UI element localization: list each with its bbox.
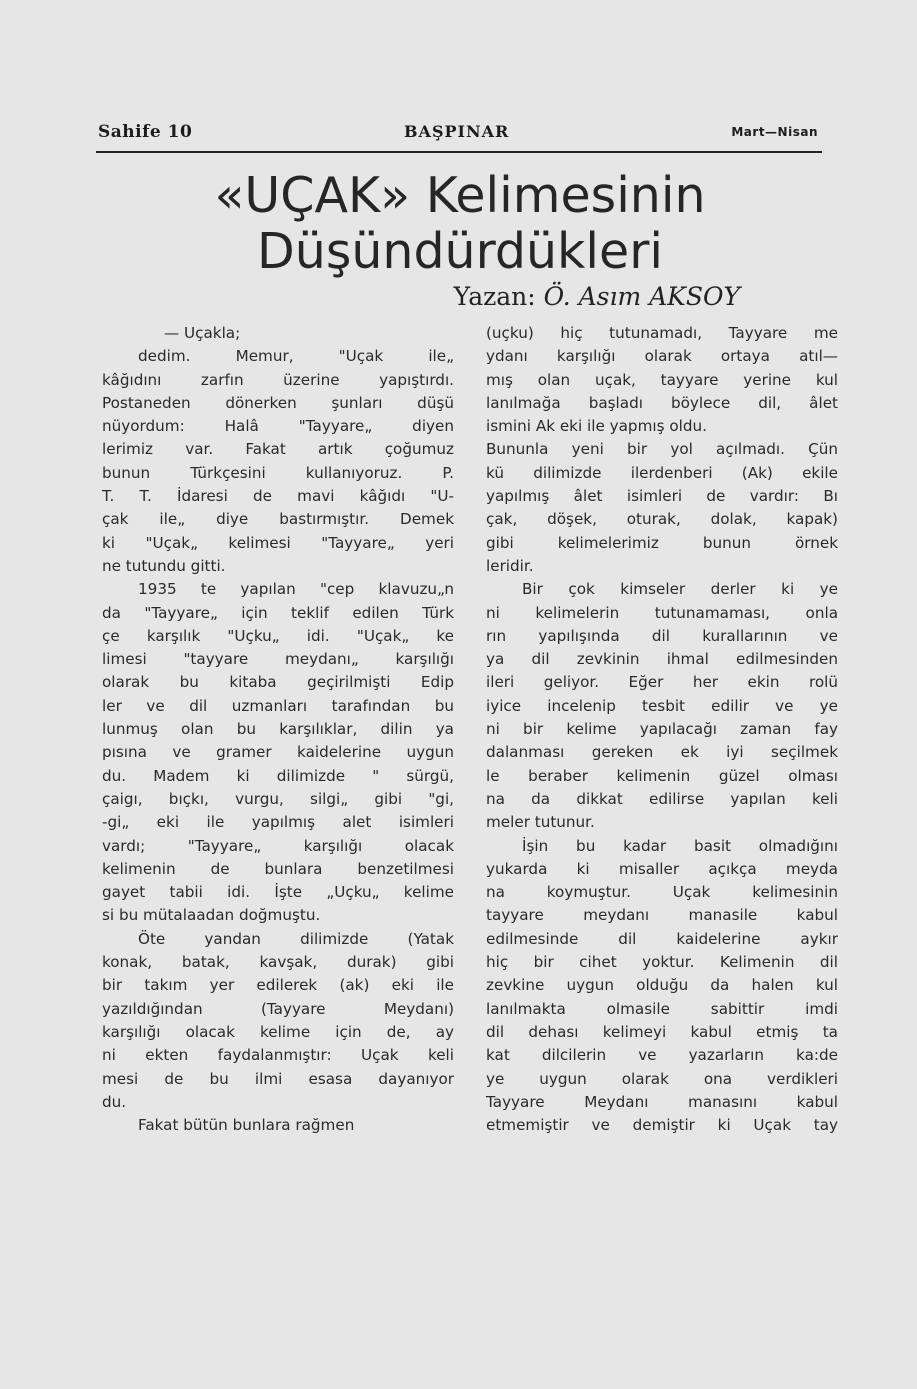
text-line: iyice incelenip tesbit edilir ve ye [486, 696, 838, 715]
text-line: mış olan uçak, tayyare yerine kul [486, 370, 838, 389]
text-line: edilmesinde dil kaidelerine aykır [486, 929, 838, 948]
text-line: dil dehası kelimeyi kabul etmiş ta [486, 1022, 838, 1041]
text-line: zevkine uygun olduğu da halen kul [486, 976, 838, 995]
text-line: du. Madem ki dilimizde " sürgü, [102, 766, 454, 785]
text-line: kelimenin de bunlara benzetilmesi [102, 859, 454, 878]
text-line: yukarda ki misaller açıkça meyda [486, 859, 838, 878]
text-line: bir takım yer edilerek (ak) eki ile [102, 976, 454, 995]
text-line: lanılmakta olmasile sabittir imdi [486, 999, 838, 1018]
header-rule [96, 151, 822, 153]
text-line: lerimiz var. Fakat artık çoğumuz [102, 440, 454, 459]
text-line: vardı; "Tayyare„ karşılığı olacak [102, 836, 454, 855]
text-line: mesi de bu ilmi esasa dayanıyor [102, 1069, 454, 1088]
text-line: — Uçakla; [164, 324, 241, 342]
article-title [120, 168, 800, 280]
text-line: Fakat bütün bunlara rağmen [138, 1116, 355, 1135]
text-line: ne tutundu gitti. [102, 556, 226, 575]
text-line: ni bir kelime yapılacağı zaman fay [486, 720, 838, 739]
text-line: çaigı, bıçkı, vurgu, silgi„ gibi "gi, [102, 789, 454, 808]
text-line: ler ve dil uzmanları tarafından bu [102, 696, 454, 715]
text-line: ye uygun olarak ona verdikleri [486, 1069, 838, 1088]
text-line: ni kelimelerin tutunamaması, onla [486, 603, 838, 622]
text-line: T. T. İdaresi de mavi kâğıdı "U- [102, 487, 454, 506]
text-line: limesi "tayyare meydanı„ karşılığı [102, 650, 454, 669]
running-header [96, 118, 822, 148]
text-line: İşin bu kadar basit olmadığını [522, 836, 838, 855]
text-line: 1935 te yapılan "cep klavuzu„n [138, 580, 454, 599]
text-line: konak, batak, kavşak, durak) gibi [102, 953, 454, 972]
text-line: du. [102, 1092, 127, 1111]
text-line: hiç bir cihet yoktur. Kelimenin dil [486, 953, 838, 972]
text-line: leridir. [486, 556, 534, 575]
text-line: rın yapılışında dil kurallarının ve [486, 626, 838, 645]
author-name: Ö. Asım AKSOY [543, 282, 740, 311]
text-line: Postaneden dönerken şunları düşü [102, 393, 454, 412]
text-line: karşılığı olacak kelime için de, ay [102, 1022, 454, 1041]
byline [300, 282, 740, 311]
text-line: nüyordum: Halâ "Tayyare„ diyen [102, 417, 454, 436]
page-number: Sahife 10 [98, 122, 193, 142]
text-line: pısına ve gramer kaidelerine uygun [102, 743, 454, 762]
text-line: kü dilimizde ilerdenberi (Ak) ekile [486, 463, 838, 482]
text-line: etmemiştir ve demiştir ki Uçak tay [486, 1116, 838, 1135]
text-line: ileri geliyor. Eğer her ekin rolü [486, 673, 838, 692]
right-column [486, 322, 838, 1137]
title-line-1: «UÇAK» Kelimesinin [214, 167, 706, 224]
text-line: Bir çok kimseler derler ki ye [522, 580, 838, 599]
text-line: na da dikkat edilirse yapılan keli [486, 789, 838, 808]
text-line: bunun Türkçesini kullanıyoruz. P. [102, 463, 454, 482]
text-line: ydanı karşılığı olarak ortaya atıl— [486, 347, 838, 366]
title-line-2: Düşündürdükleri [257, 223, 663, 280]
text-line: ismini Ak eki ile yapmış oldu. [486, 417, 707, 436]
text-line: çak, döşek, oturak, dolak, kapak) [486, 510, 838, 529]
text-line: gibi kelimelerimiz bunun örnek [486, 533, 838, 552]
text-line: yapılmış âlet isimleri de vardır: Bı [486, 487, 838, 506]
left-column [102, 322, 454, 1137]
text-line: Öte yandan dilimizde (Yatak [138, 929, 454, 948]
text-line: yazıldığından (Tayyare Meydanı) [102, 999, 454, 1018]
text-line: si bu mütalaadan doğmuştu. [102, 906, 321, 925]
text-line: dedim. Memur, "Uçak ile„ [138, 347, 454, 366]
text-line: tayyare meydanı manasile kabul [486, 906, 838, 925]
text-line: ki "Uçak„ kelimesi "Tayyare„ yeri [102, 533, 454, 552]
text-line: dalanması gereken ek iyi seçilmek [486, 743, 838, 762]
text-line: Bununla yeni bir yol açılmadı. Çün [486, 440, 838, 459]
text-line: çe karşılık "Uçku„ idi. "Uçak„ ke [102, 626, 454, 645]
text-line: le beraber kelimenin güzel olması [486, 766, 838, 785]
text-line: ya dil zevkinin ihmal edilmesinden [486, 650, 838, 669]
text-line: çak ile„ diye bastırmıştır. Demek [102, 510, 454, 529]
text-line: olarak bu kitaba geçirilmişti Edip [102, 673, 454, 692]
journal-name: BAŞPINAR [404, 122, 510, 141]
byline-prefix: Yazan: [453, 282, 536, 311]
text-line: (uçku) hiç tutunamadı, Tayyare me [486, 324, 838, 342]
text-line: Tayyare Meydanı manasını kabul [486, 1092, 838, 1111]
text-line: lanılmağa başladı böylece dil, âlet [486, 393, 838, 412]
text-line: da "Tayyare„ için teklif edilen Türk [102, 603, 454, 622]
text-line: na koymuştur. Uçak kelimesinin [486, 883, 838, 902]
text-line: lunmuş olan bu karşılıklar, dilin ya [102, 720, 454, 739]
text-line: meler tutunur. [486, 813, 595, 832]
text-line: -gi„ eki ile yapılmış alet isimleri [102, 813, 454, 832]
text-line: kat dilcilerin ve yazarların ka:de [486, 1046, 838, 1065]
text-line: gayet tabii idi. İşte „Uçku„ kelime [102, 883, 454, 902]
text-line: ni ekten faydalanmıştır: Uçak keli [102, 1046, 454, 1065]
text-line: kâğıdını zarfın üzerine yapıştırdı. [102, 370, 454, 389]
issue-date: Mart—Nisan [731, 125, 818, 139]
